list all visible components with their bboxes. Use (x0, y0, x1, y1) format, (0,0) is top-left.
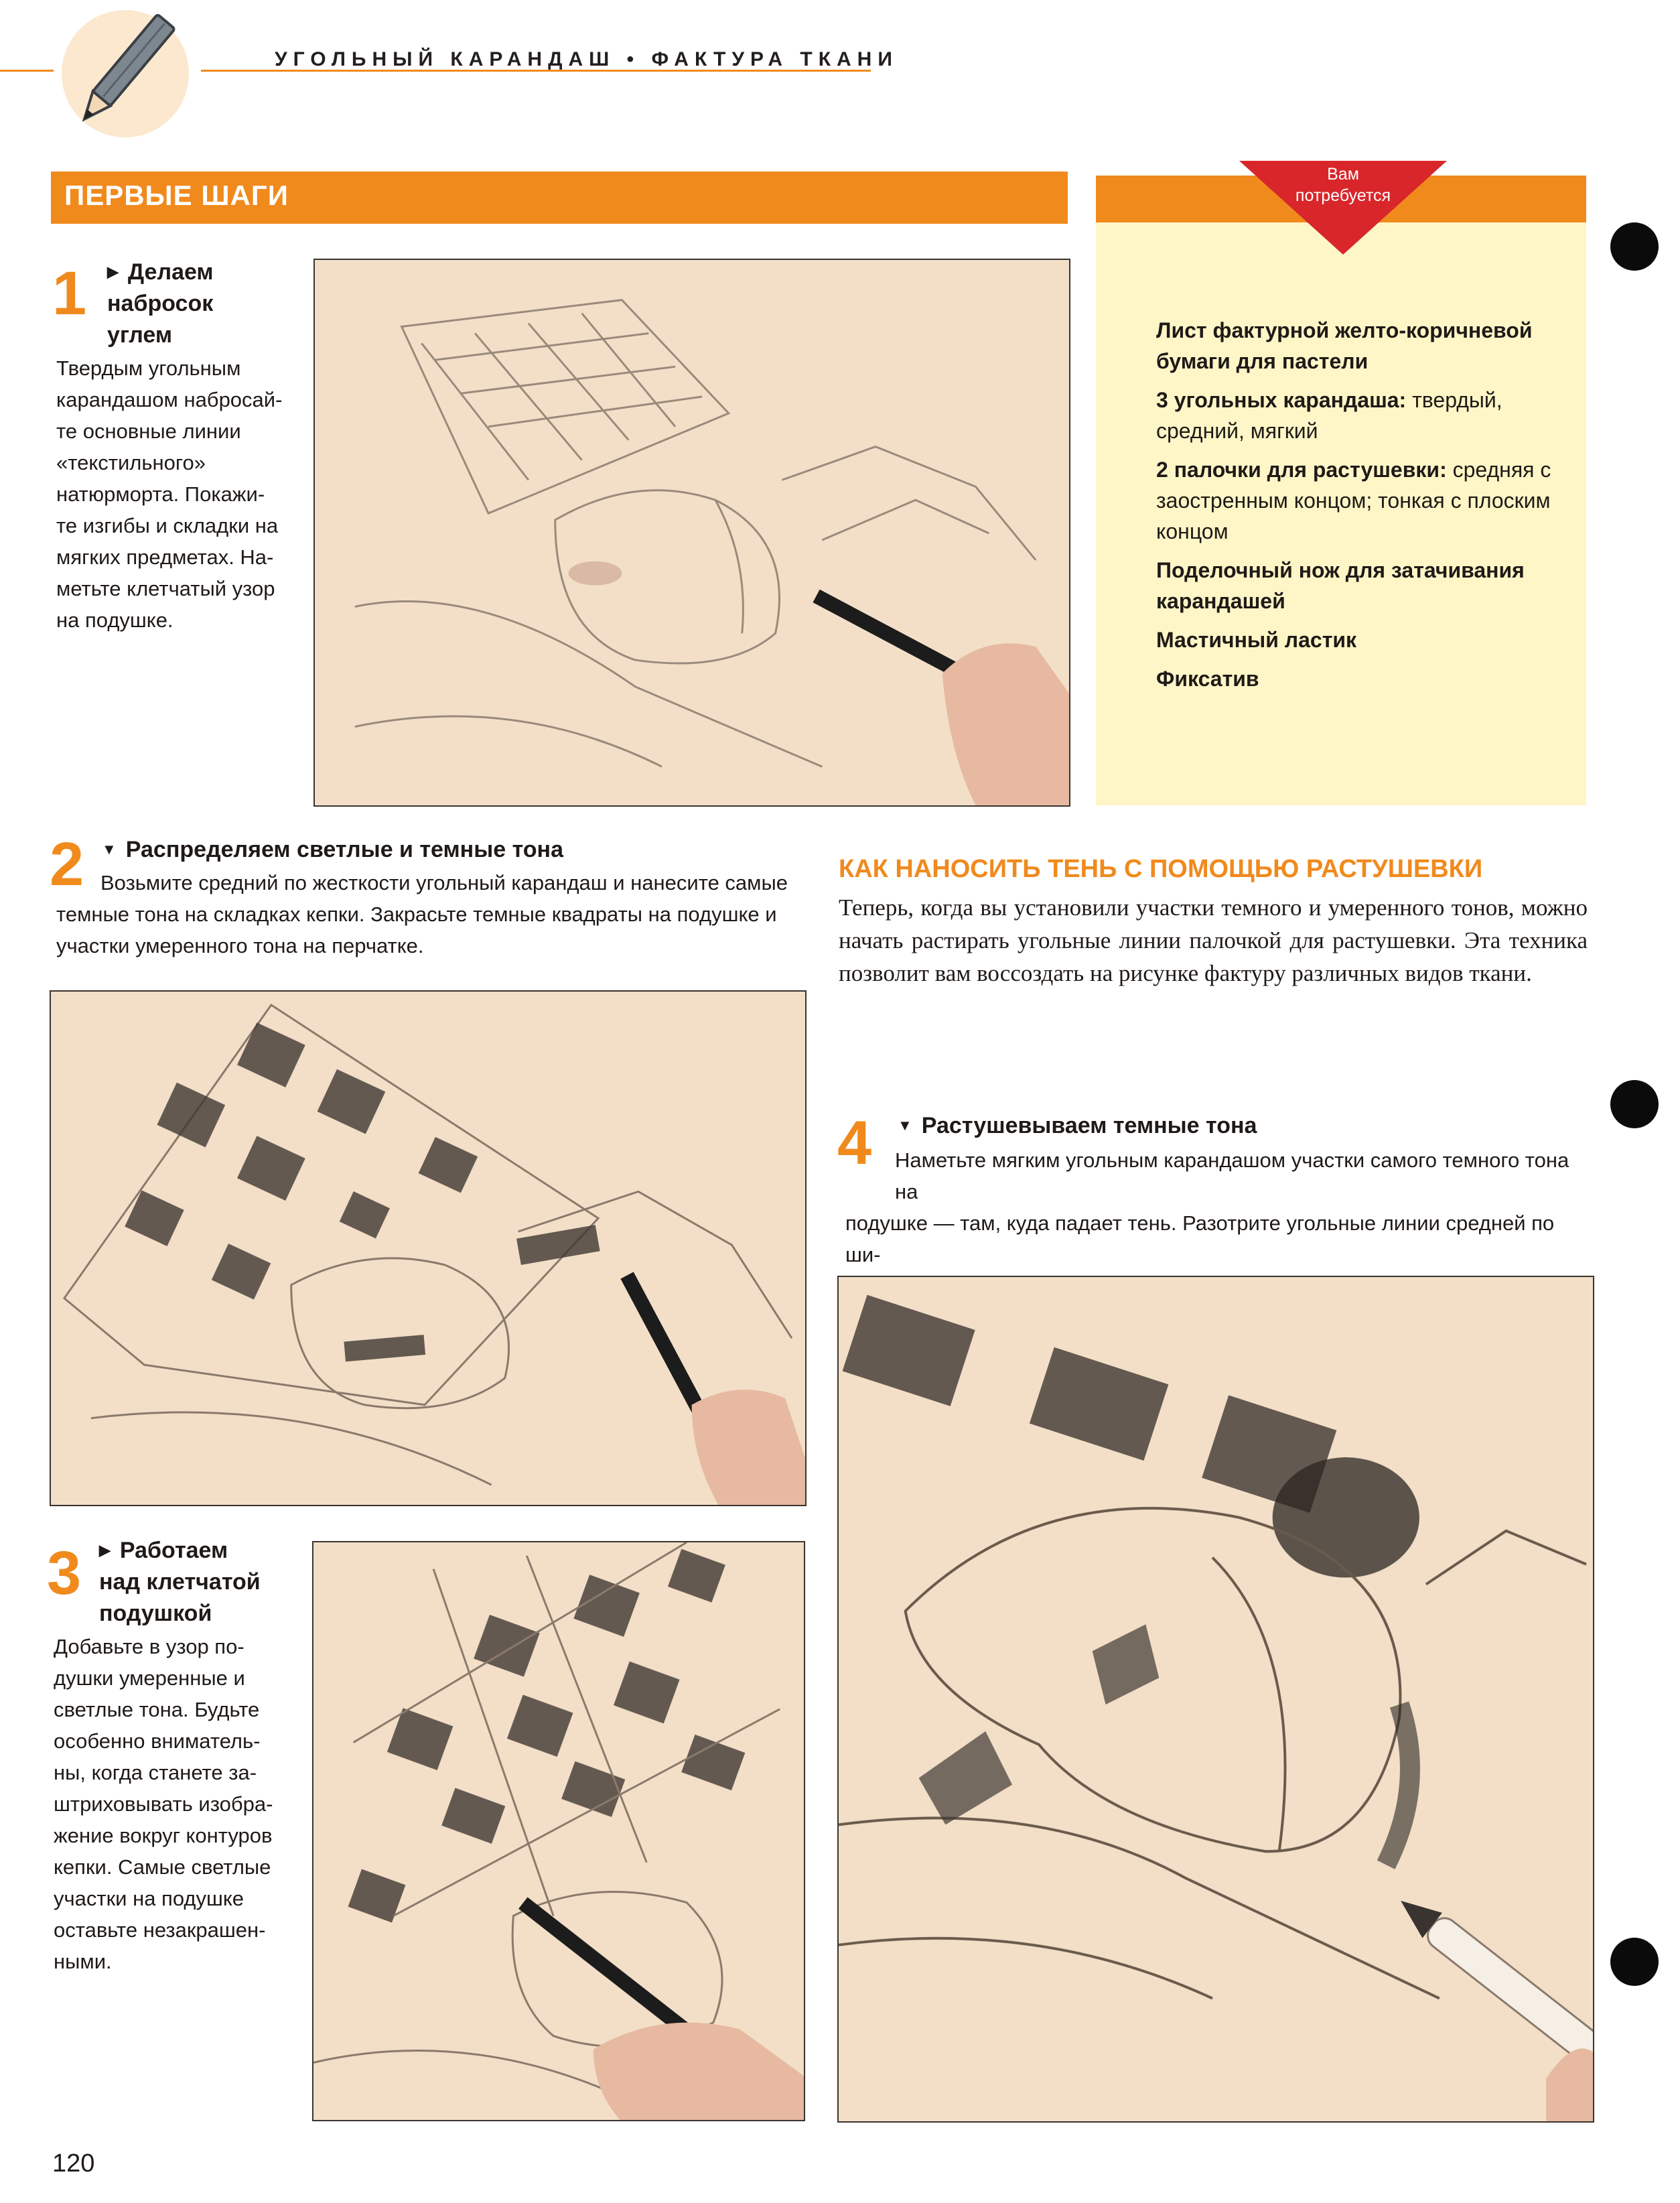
step-heading-line: Растушевываем темные тона (921, 1113, 1257, 1138)
badge-line: потребуется (1295, 186, 1391, 205)
triangle-down-icon: ▼ (898, 1117, 912, 1134)
body-line: те основные линии (56, 419, 241, 443)
running-title: УГОЛЬНЫЙ КАРАНДАШ • ФАКТУРА ТКАНИ (275, 48, 898, 70)
body-line: штриховывать изобра- (54, 1792, 273, 1816)
body-line: метьте клетчатый узор (56, 577, 275, 600)
body-line: темные тона на складках кепки. Закрасьте темные квадраты на подушке и (56, 903, 777, 926)
header-rule-left (0, 70, 54, 72)
step-number: 4 (837, 1109, 872, 1177)
pencil-icon (55, 0, 196, 141)
step-heading-line: над клетчатой (99, 1569, 261, 1595)
step-heading-line: Распределяем светлые и темные тона (125, 837, 564, 862)
body-line: светлые тона. Будьте (54, 1698, 260, 1721)
material-name: Поделочный нож для затачивания карандашей (1156, 558, 1525, 613)
body-line: жение вокруг контуров (54, 1824, 273, 1847)
step-heading-line: подушкой (99, 1601, 212, 1626)
material-detail: твердый, средний, мягкий (1156, 388, 1502, 443)
triangle-bullet-icon: ▶ (107, 263, 119, 280)
step-number: 2 (50, 830, 84, 898)
body-line: Наметьте мягким угольным карандашом участки самого темного тона на (895, 1148, 1569, 1203)
step-body (56, 352, 311, 636)
step-heading (99, 1534, 313, 1629)
page-number: 120 (52, 2149, 95, 2178)
body-line: кепки. Самые светлые (54, 1855, 271, 1879)
body-line: ны, когда станете за- (54, 1761, 257, 1784)
material-name: 2 палочки для растушевки: (1156, 458, 1447, 482)
binder-hole (1610, 1080, 1659, 1128)
material-name: Лист фактурной желто-коричневой бумаги для пастели (1156, 318, 1533, 373)
step-heading (102, 833, 812, 866)
binder-hole (1610, 222, 1659, 271)
materials-list (1156, 315, 1558, 702)
body-line: оставьте незакрашен- (54, 1918, 266, 1942)
sketch-step-1 (313, 259, 1070, 807)
body-line: душки умеренные и (54, 1666, 245, 1690)
material-name: Мастичный ластик (1156, 628, 1357, 652)
material-detail: средняя с заостренным концом; тонкая с плоским концом (1156, 458, 1551, 543)
step-heading-line: Делаем (127, 259, 214, 285)
material-name: 3 угольных карандаша: (1156, 388, 1407, 412)
body-line: участки умеренного тона на перчатке. (56, 934, 424, 957)
body-line: карандашом набросай- (56, 388, 283, 411)
materials-badge-text (1273, 163, 1413, 206)
body-line: особенно вниматель- (54, 1729, 261, 1753)
sketch-step-4 (837, 1276, 1594, 2123)
body-line: натюрморта. Покажи- (56, 482, 265, 506)
materials-item (1156, 385, 1558, 446)
step-number: 3 (47, 1539, 82, 1607)
binder-hole (1610, 1938, 1659, 1986)
section-title: ПЕРВЫЕ ШАГИ (64, 180, 289, 211)
materials-item (1156, 454, 1558, 547)
materials-item (1156, 663, 1558, 694)
material-name: Фиксатив (1156, 667, 1259, 691)
step-body (54, 1631, 308, 1977)
step-heading-line: Работаем (119, 1538, 228, 1563)
step-body (56, 867, 807, 961)
materials-item (1156, 315, 1558, 377)
materials-item (1156, 555, 1558, 616)
technique-body: Теперь, когда вы установили участки темного и умеренного тонов, можно начать растирать угольные линии палочкой для растушевки. Эта техника позволит вам воссоздать на рисунке фактуру различных видов ткани. (839, 894, 1588, 986)
body-line: те изгибы и складки на (56, 514, 279, 537)
badge-line: Вам (1327, 165, 1359, 184)
step-heading-line: углем (107, 322, 172, 348)
triangle-down-icon: ▼ (102, 841, 117, 858)
step-number: 1 (52, 259, 87, 328)
body-line: мягких предметах. На- (56, 545, 274, 569)
step-heading-line: набросок (107, 291, 214, 316)
materials-item (1156, 624, 1558, 655)
triangle-bullet-icon: ▶ (99, 1542, 111, 1558)
sketch-step-3 (312, 1541, 805, 2121)
step-heading (898, 1110, 1588, 1142)
body-line: на подушке. (56, 608, 173, 632)
sketch-step-2 (50, 990, 807, 1506)
body-line: Твердым угольным (56, 356, 241, 380)
technique-heading: КАК НАНОСИТЬ ТЕНЬ С ПОМОЩЬЮ РАСТУШЕВКИ (839, 855, 1483, 883)
step-heading (107, 256, 308, 351)
body-line: участки на подушке (54, 1887, 244, 1910)
body-line: Возьмите средний по жесткости угольный карандаш и нанесите самые (100, 871, 788, 894)
body-line: ными. (54, 1950, 112, 1973)
body-line: Добавьте в узор по- (54, 1635, 244, 1658)
body-line: «текстильного» (56, 451, 206, 474)
body-line: подушке — там, куда падает тень. Разотрите угольные линии средней по ши- (845, 1211, 1555, 1266)
